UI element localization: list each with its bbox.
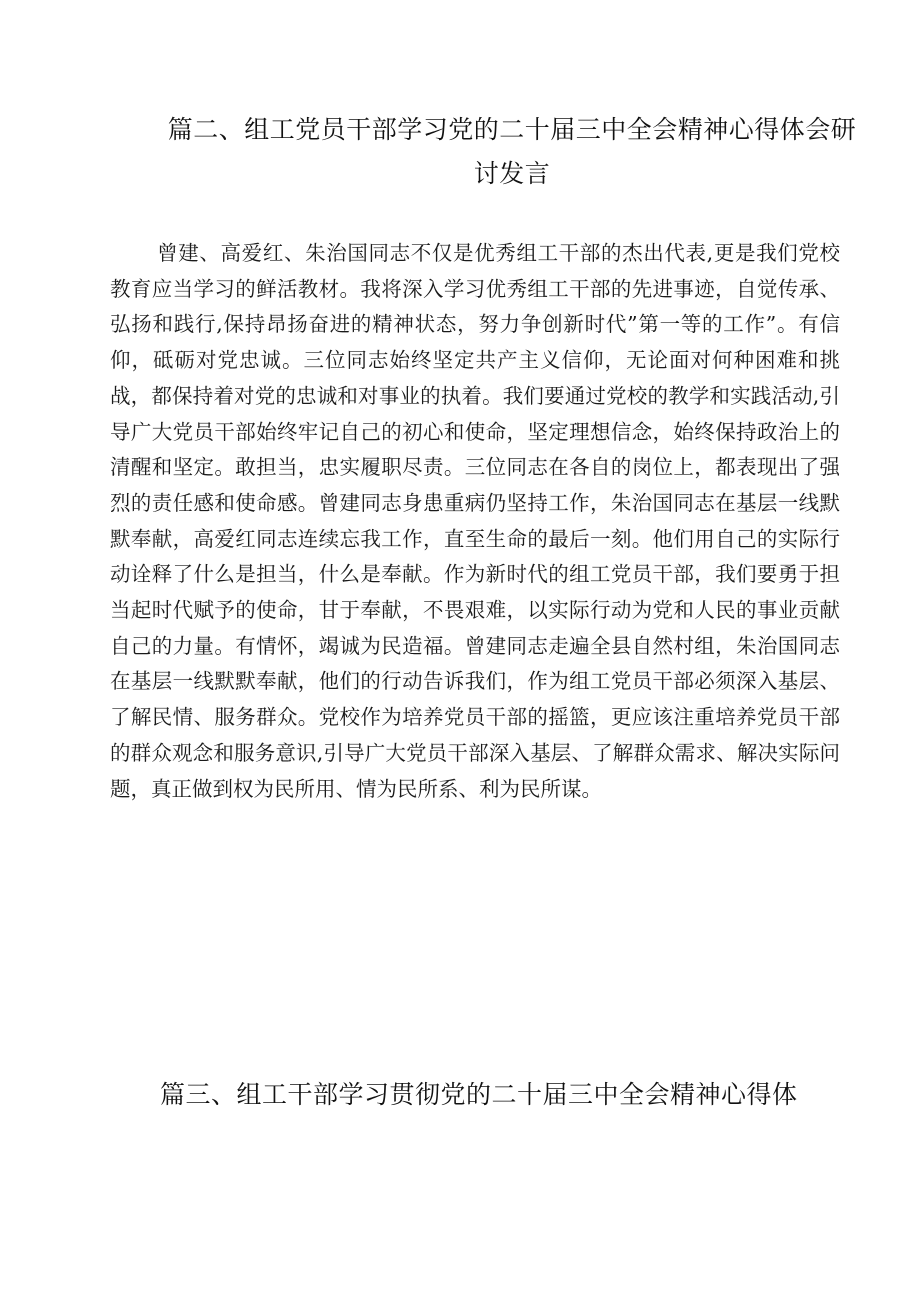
section-heading-part-two: 篇二、组工党员干部学习党的二十届三中全会精神心得体会研讨发言 — [167, 115, 857, 188]
section-heading-part-three: 篇三、组工干部学习贯彻党的二十届三中全会精神心得体 — [160, 1080, 798, 1109]
body-paragraph: 曾建、高爱红、朱治国同志不仅是优秀组工干部的杰出代表,更是我们党校教育应当学习的鲜活教材。我将深入学习优秀组工干部的先进事迹，自觉传承、弘扬和践行,保持昂扬奋进的精神状态，努力争创新时代”第一等的工作”。有信仰，砥砺对党忠诚。三位同志始终坚定共产主义信仰，无论面对何种困难和挑战，都保持着对党的忠诚和对事业的执着。我们要通过党校的教学和实践活动,引导广大党员干部始终牢记自己的初心和使命，坚定理想信念，始终保持政治上的清醒和坚定。敢担当，忠实履职尽责。三位同志在各自的岗位上，都表现出了强烈的责任感和使命感。曾建同志身患重病仍坚持工作，朱治国同志在基层一线默默奉献，高爱红同志连续忘我工作，直至生命的最后一刻。他们用自己的实际行动诠释了什么是担当，什么是奉献。作为新时代的组工党员干部，我们要勇于担当起时代赋予的使命，甘于奉献，不畏艰难，以实际行动为党和人民的事业贡献自己的力量。有情怀，竭诚为民造福。曾建同志走遍全县自然村组，朱治国同志在基层一线默默奉献，他们的行动告诉我们，作为组工党员干部必须深入基层、了解民情、服务群众。党校作为培养党员干部的摇篮，更应该注重培养党员干部的群众观念和服务意识,引导广大党员干部深入基层、了解群众需求、解决实际问题，真正做到权为民所用、情为民所系、利为民所谋。 — [110, 241, 840, 801]
